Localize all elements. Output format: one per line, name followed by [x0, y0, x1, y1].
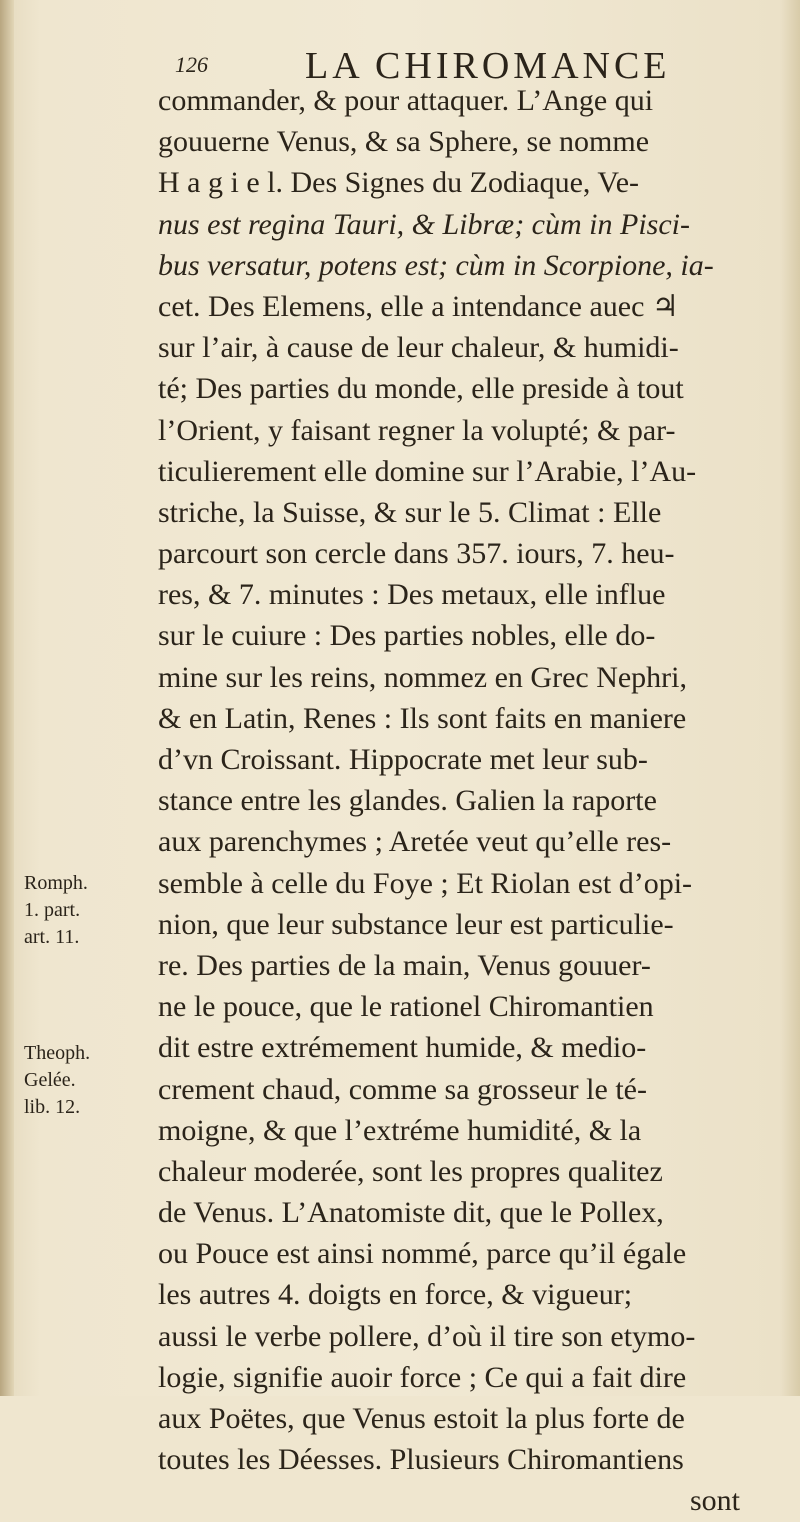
- text-line: & en Latin, Renes : Ils sont faits en maniere: [158, 701, 687, 735]
- margin-note-line: 1. part.: [24, 899, 81, 921]
- text-line: semble à celle du Foye ; Et Riolan est d’opi-: [158, 866, 693, 900]
- text-line: striche, la Suisse, & sur le 5. Climat : Elle: [158, 495, 662, 529]
- text-line: aussi le verbe pollere, d’où il tire son etymo-: [158, 1319, 696, 1353]
- margin-note-theoph: [24, 1040, 134, 1121]
- margin-note-line: Theoph.: [24, 1042, 91, 1064]
- margin-note-line: Romph.: [24, 872, 88, 894]
- text-line: gouuerne Venus, & sa Sphere, se nomme: [158, 125, 650, 159]
- text-line: res, & 7. minutes : Des metaux, elle influe: [158, 578, 666, 612]
- text-line: mine sur les reins, nommez en Grec Nephri,: [158, 660, 687, 694]
- text-line: té; Des parties du monde, elle preside à tout: [158, 372, 684, 406]
- text-line: commander, & pour attaquer. L’Ange qui: [158, 84, 654, 117]
- text-line: chaleur moderée, sont les propres qualitez: [158, 1154, 663, 1188]
- text-line: sur l’air, à cause de leur chaleur, & humidi-: [158, 331, 679, 365]
- page-number: 126: [175, 52, 208, 77]
- text-line: ticulierement elle domine sur l’Arabie, l’Au-: [158, 454, 697, 488]
- catchword: sont: [689, 1484, 740, 1518]
- body-text: [158, 80, 770, 1522]
- text-line: parcourt son cercle dans 357. iours, 7. heu-: [158, 537, 675, 571]
- text-line: cet. Des Elemens, elle a intendance auec ♃: [158, 289, 679, 323]
- text-line: dit estre extrémement humide, & medio-: [158, 1031, 647, 1065]
- text-line: ne le pouce, que le rationel Chiromantien: [158, 990, 654, 1024]
- text-line: re. Des parties de la main, Venus gouuer-: [158, 948, 651, 982]
- text-line: ou Pouce est ainsi nommé, parce qu’il égale: [158, 1237, 687, 1271]
- text-line: bus versatur, potens est; cùm in Scorpione, ia-: [158, 248, 714, 282]
- text-line: les autres 4. doigts en force, & vigueur;: [158, 1278, 633, 1312]
- text-line: sur le cuiure : Des parties nobles, elle do-: [158, 619, 656, 653]
- margin-note-line: art. 11.: [24, 926, 80, 948]
- text-line: toutes les Déesses. Plusieurs Chiromantiens: [158, 1443, 684, 1477]
- text-line: nion, que leur substance leur est particulie-: [158, 907, 674, 941]
- text-line: de Venus. L’Anatomiste dit, que le Pollex,: [158, 1196, 664, 1230]
- text-line: stance entre les glandes. Galien la raporte: [158, 784, 657, 818]
- text-line: crement chaud, comme sa grosseur le té-: [158, 1072, 647, 1106]
- text-line: aux Poëtes, que Venus estoit la plus forte de: [158, 1402, 685, 1435]
- book-spine: [0, 0, 14, 1396]
- text-line: H a g i e l. Des Signes du Zodiaque, Ve-: [158, 166, 640, 200]
- text-line: d’vn Croissant. Hippocrate met leur sub-: [158, 743, 648, 776]
- text-line: aux parenchymes ; Aretée veut qu’elle res-: [158, 825, 672, 859]
- margin-note-romph: [24, 870, 134, 951]
- text-line: l’Orient, y faisant regner la volupté; & par-: [158, 413, 676, 447]
- text-line: logie, signifie auoir force ; Ce qui a fait dire: [158, 1360, 687, 1394]
- text-line: nus est regina Tauri, & Libræ; cùm in Pisci-: [158, 207, 690, 241]
- running-head: LA CHIROMANCE: [305, 45, 671, 87]
- margin-note-line: Gelée.: [24, 1069, 76, 1091]
- text-line: moigne, & que l’extréme humidité, & la: [158, 1113, 642, 1147]
- margin-note-line: lib. 12.: [24, 1096, 81, 1118]
